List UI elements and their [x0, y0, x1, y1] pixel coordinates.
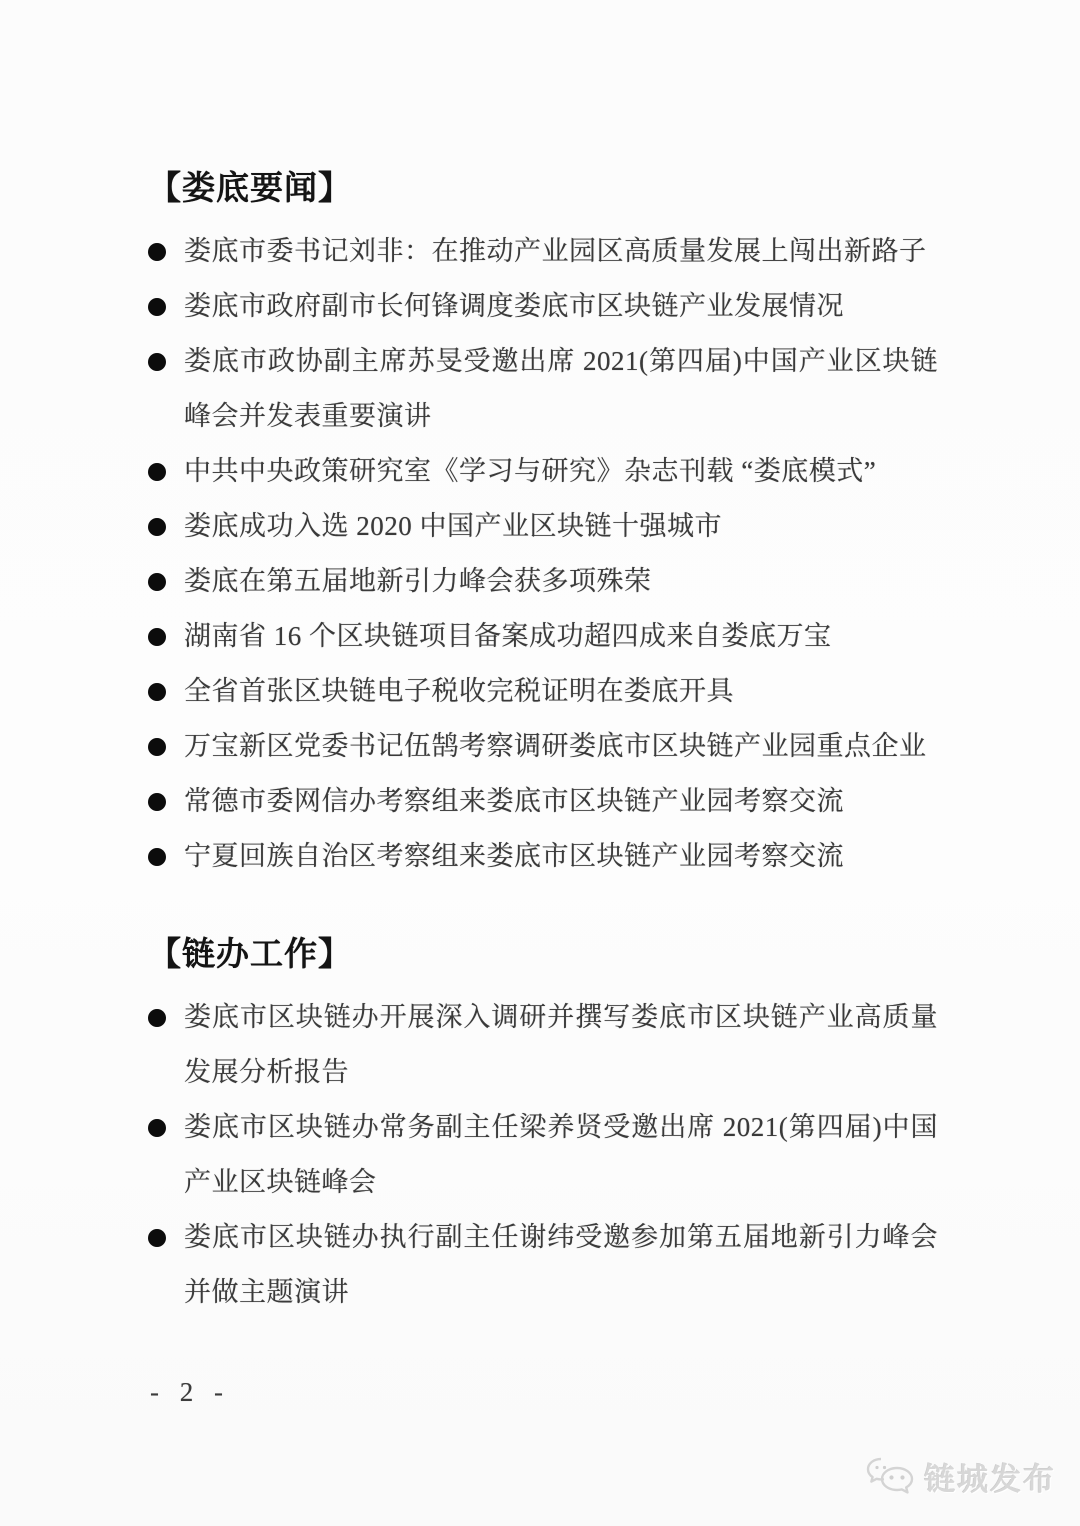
list-item-text: 娄底成功入选 2020 中国产业区块链十强城市	[184, 511, 722, 541]
bullet-icon	[148, 243, 166, 261]
list-item	[148, 609, 938, 664]
bullet-icon	[148, 298, 166, 316]
list-item-text: 中共中央政策研究室《学习与研究》杂志刊载 “娄底模式”	[184, 456, 877, 486]
list-item-text: 宁夏回族自治区考察组来娄底市区块链产业园考察交流	[184, 841, 844, 871]
list-item	[148, 774, 938, 829]
list-item	[148, 334, 938, 444]
list-item-text: 全省首张区块链电子税收完税证明在娄底开具	[184, 676, 734, 706]
list-item-text: 湖南省 16 个区块链项目备案成功超四成来自娄底万宝	[184, 621, 832, 651]
bullet-icon	[148, 848, 166, 866]
section-lianban-work	[148, 934, 938, 1320]
list-item-text: 常德市委网信办考察组来娄底市区块链产业园考察交流	[184, 786, 844, 816]
list-item-text: 娄底市政府副市长何锋调度娄底市区块链产业发展情况	[184, 291, 844, 321]
bullet-icon	[148, 1119, 166, 1137]
section-loudi-news	[148, 168, 938, 884]
list-item	[148, 279, 938, 334]
section-title: 【链办工作】	[148, 935, 352, 972]
toc-list	[148, 990, 938, 1320]
list-item-text: 娄底市区块链办执行副主任谢纬受邀参加第五届地新引力峰会并做主题演讲	[184, 1222, 938, 1307]
bullet-icon	[148, 353, 166, 371]
list-item	[148, 990, 938, 1100]
bullet-icon	[148, 1229, 166, 1247]
watermark	[864, 1454, 1056, 1499]
section-title: 【娄底要闻】	[148, 169, 352, 206]
list-item-text: 娄底市委书记刘非：在推动产业园区高质量发展上闯出新路子	[184, 236, 927, 266]
list-item	[148, 719, 938, 774]
bullet-icon	[148, 463, 166, 481]
list-item	[148, 1210, 938, 1320]
list-item	[148, 829, 938, 884]
document-content	[148, 168, 938, 1320]
list-item-text: 娄底市区块链办开展深入调研并撰写娄底市区块链产业高质量发展分析报告	[184, 1002, 938, 1087]
bullet-icon	[148, 1009, 166, 1027]
list-item	[148, 554, 938, 609]
list-item-text: 万宝新区党委书记伍鹄考察调研娄底市区块链产业园重点企业	[184, 731, 927, 761]
wechat-icon	[864, 1455, 918, 1499]
list-item	[148, 224, 938, 279]
bullet-icon	[148, 793, 166, 811]
list-item-text: 娄底市政协副主席苏旻受邀出席 2021(第四届)中国产业区块链峰会并发表重要演讲	[184, 346, 938, 431]
list-item-text: 娄底在第五届地新引力峰会获多项殊荣	[184, 566, 652, 596]
watermark-text: 链城发布	[924, 1462, 1056, 1497]
bullet-icon	[148, 573, 166, 591]
bullet-icon	[148, 683, 166, 701]
list-item	[148, 664, 938, 719]
list-item	[148, 499, 938, 554]
toc-list	[148, 224, 938, 884]
bullet-icon	[148, 628, 166, 646]
page-number: - 2 -	[150, 1377, 223, 1407]
bullet-icon	[148, 518, 166, 536]
list-item	[148, 1100, 938, 1210]
list-item	[148, 444, 938, 499]
bullet-icon	[148, 738, 166, 756]
list-item-text: 娄底市区块链办常务副主任梁养贤受邀出席 2021(第四届)中国产业区块链峰会	[184, 1112, 938, 1197]
